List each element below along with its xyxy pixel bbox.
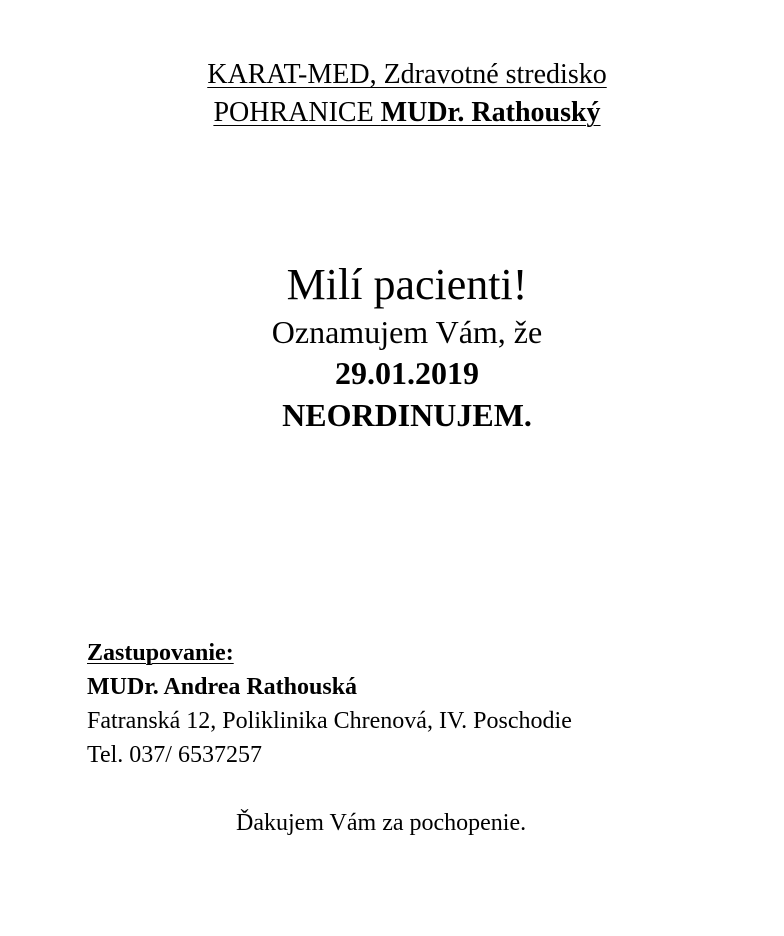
greeting: Milí pacienti! [286, 260, 528, 309]
thanks-note: Ďakujem Vám za pochopenie. [236, 810, 527, 836]
clinic-name-line [0, 56, 784, 94]
substitute-heading: Zastupovanie: [87, 640, 234, 666]
substitute-address: Fatranská 12, Poliklinika Chrenová, IV. Poschodie [87, 708, 572, 734]
clinic-location-line [0, 94, 784, 132]
substitute-block [87, 636, 572, 772]
clinic-location [213, 97, 600, 128]
closure-status: NEORDINUJEM. [282, 397, 532, 433]
clinic-header [0, 56, 784, 132]
notice-block [0, 258, 784, 436]
substitute-doctor: MUDr. Andrea Rathouská [87, 674, 358, 700]
clinic-name: KARAT-MED, Zdravotné stredisko [207, 59, 607, 90]
substitute-phone: Tel. 037/ 6537257 [87, 742, 262, 768]
clinic-doctor: MUDr. Rathouský [380, 97, 601, 128]
announcement: Oznamujem Vám, že [271, 314, 543, 350]
clinic-location-prefix: POHRANICE [213, 97, 381, 128]
closure-date: 29.01.2019 [335, 355, 479, 391]
